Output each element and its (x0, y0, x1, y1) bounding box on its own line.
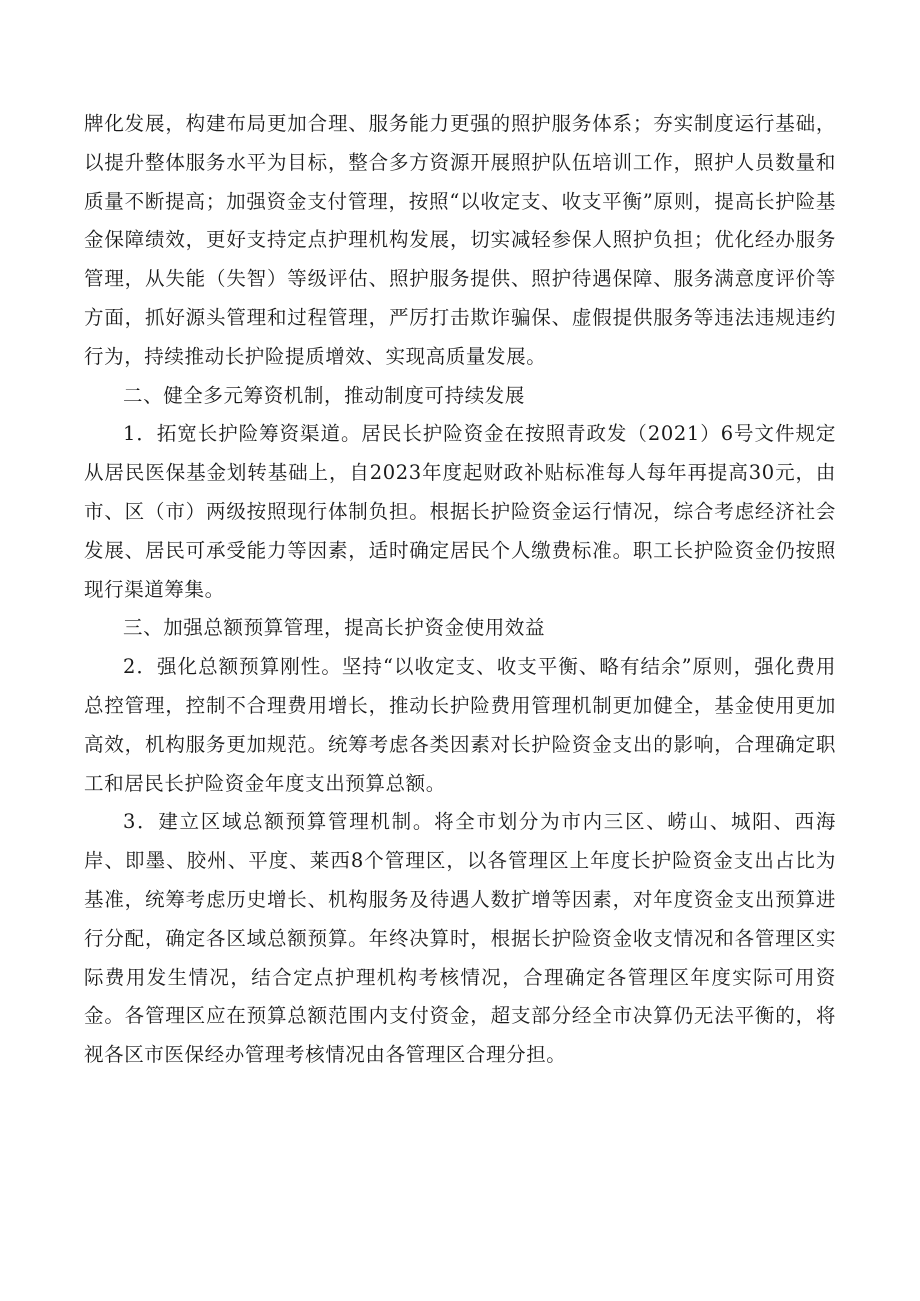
section-heading-2: 二、健全多元筹资机制，推动制度可持续发展 (123, 383, 526, 407)
paragraph-regional-budget: 3．建立区域总额预算管理机制。将全市划分为市内三区、崂山、城阳、西海岸、即墨、胶州、平度、莱西8个管理区，以各管理区上年度长护险资金支出占比为基准，统筹考虑历史增长、机构服务及待遇人数扩增等因素，对年度资金支出预算进行分配，确定各区域总额预算。年终决算时，根据长护险资金收支情况和各管理区实际费用发生情况，结合定点护理机构考核情况，合理确定各管理区年度实际可用资金。各管理区应在预算总额范围内支付资金，超支部分经全市决算仍无法平衡的，将视各区市医保经办管理考核情况由各管理区合理分担。 (84, 810, 836, 1067)
paragraph-service-system: 牌化发展，构建布局更加合理、服务能力更强的照护服务体系；夯实制度运行基础，以提升整体服务水平为目标，整合多方资源开展照护队伍培训工作，照护人员数量和质量不断提高；加强资金支付管理，按照“以收定支、收支平衡”原则，提高长护险基金保障绩效，更好支持定点护理机构发展，切实减轻参保人照护负担；优化经办服务管理，从失能（失智）等级评估、照护服务提供、照护待遇保障、服务满意度评价等方面，抓好源头管理和过程管理，严厉打击欺诈骗保、虚假提供服务等违法违规违约行为，持续推动长护险提质增效、实现高质量发展。 (84, 112, 836, 368)
section-heading-3: 三、加强总额预算管理，提高长护资金使用效益 (123, 616, 546, 640)
document-body (84, 105, 836, 1075)
paragraph-funding-channels: 1．拓宽长护险筹资渠道。居民长护险资金在按照青政发（2021）6号文件规定从居民医保基金划转基础上，自2023年度起财政补贴标准每人每年再提高30元，由市、区（市）两级按照现行体制负担。根据长护险资金运行情况，综合考虑经济社会发展、居民可承受能力等因素，适时确定居民个人缴费标准。职工长护险资金仍按照现行渠道筹集。 (84, 422, 836, 601)
paragraph-budget-rigidity: 2．强化总额预算刚性。坚持“以收定支、收支平衡、略有结余”原则，强化费用总控管理，控制不合理费用增长，推动长护险费用管理机制更加健全，基金使用更加高效，机构服务更加规范。统筹考虑各类因素对长护险资金支出的影响，合理确定职工和居民长护险资金年度支出预算总额。 (84, 655, 836, 795)
